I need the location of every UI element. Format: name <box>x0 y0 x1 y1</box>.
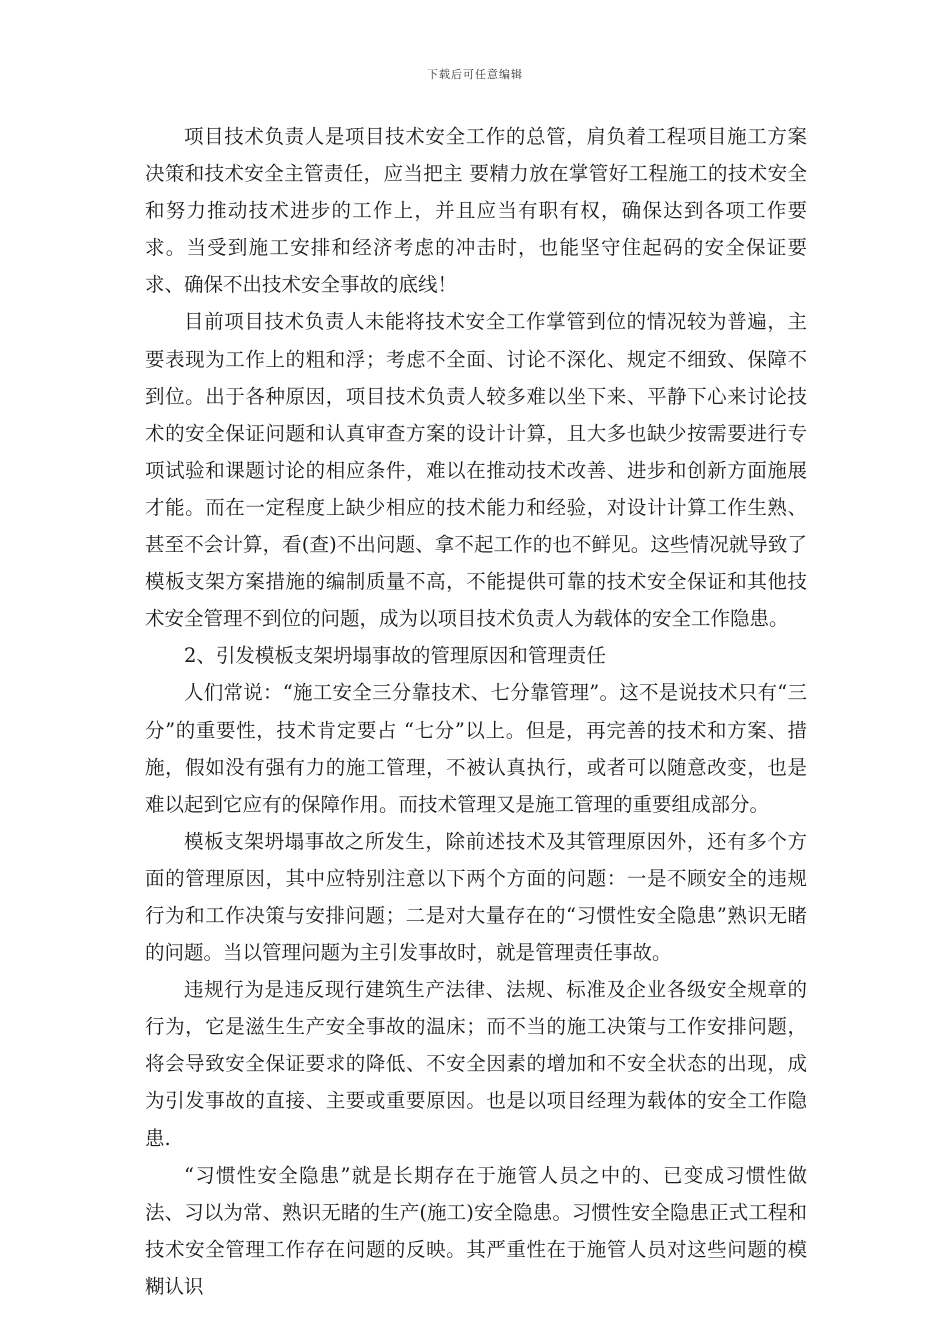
paragraph-2: 目前项目技术负责人未能将技术安全工作掌管到位的情况较为普遍，主要表现为工作上的粗和浮；考虑不全面、讨论不深化、规定不细致、保障不到位。出于各种原因，项目技术负责人较多难以坐下来、平静下心来讨论技术的安全保证问题和认真审查方案的设计计算，且大多也缺少按需要进行专项试验和课题讨论的相应条件，难以在推动技术改善、进步和创新方面施展才能。而在一定程度上缺少相应的技术能力和经验，对设计计算工作生熟、甚至不会计算，看(查)不出问题、拿不起工作的也不鲜见。这些情况就导致了模板支架方案措施的编制质量不高，不能提供可靠的技术安全保证和其他技术安全管理不到位的问题，成为以项目技术负责人为载体的安全工作隐患。 <box>145 310 807 631</box>
paragraph-6: “习惯性安全隐患”就是长期存在于施管人员之中的、已变成习惯性做法、习以为常、熟识无睹的生产(施工)安全隐患。习惯性安全隐患正式工程和技术安全管理工作存在问题的反映。其严重性在于施管人员对这些问题的模糊认识 <box>145 1163 807 1298</box>
section-heading: 2、引发模板支架坍塌事故的管理原因和管理责任 <box>184 644 606 668</box>
document-body <box>145 118 807 1305</box>
paragraph-5: 违规行为是违反现行建筑生产法律、法规、标准及企业各级安全规章的行为，它是滋生生产安全事故的温床；而不当的施工决策与工作安排问题，将会导致安全保证要求的降低、不安全因素的增加和不安全状态的出现，成为引发事故的直接、主要或重要原因。也是以项目经理为载体的安全工作隐患. <box>145 978 807 1150</box>
page-header: 下载后可任意编辑 <box>427 68 523 81</box>
paragraph-4: 模板支架坍塌事故之所发生，除前述技术及其管理原因外，还有多个方面的管理原因，其中应特别注意以下两个方面的问题：一是不顾安全的违规行为和工作决策与安排问题；二是对大量存在的“习惯性安全隐患”熟识无睹的问题。当以管理问题为主引发事故时，就是管理责任事故。 <box>145 829 807 965</box>
paragraph-1: 项目技术负责人是项目技术安全工作的总管，肩负着工程项目施工方案决策和技术安全主管责任，应当把主 要精力放在掌管好工程施工的技术安全和努力推动技术进步的工作上，并且应当有职有权，确保达到各项工作要求。当受到施工安排和经济考虑的冲击时，也能坚守住起码的安全保证要求、确保不出技术安全事故的底线！ <box>145 125 807 297</box>
paragraph-3: 人们常说：“施工安全三分靠技术、七分靠管理”。这不是说技术只有“三分”的重要性，技术肯定要占 “七分”以上。但是，再完善的技术和方案、措施，假如没有强有力的施工管理，不被认真执行，或者可以随意改变，也是难以起到它应有的保障作用。而技术管理又是施工管理的重要组成部分。 <box>145 681 807 816</box>
